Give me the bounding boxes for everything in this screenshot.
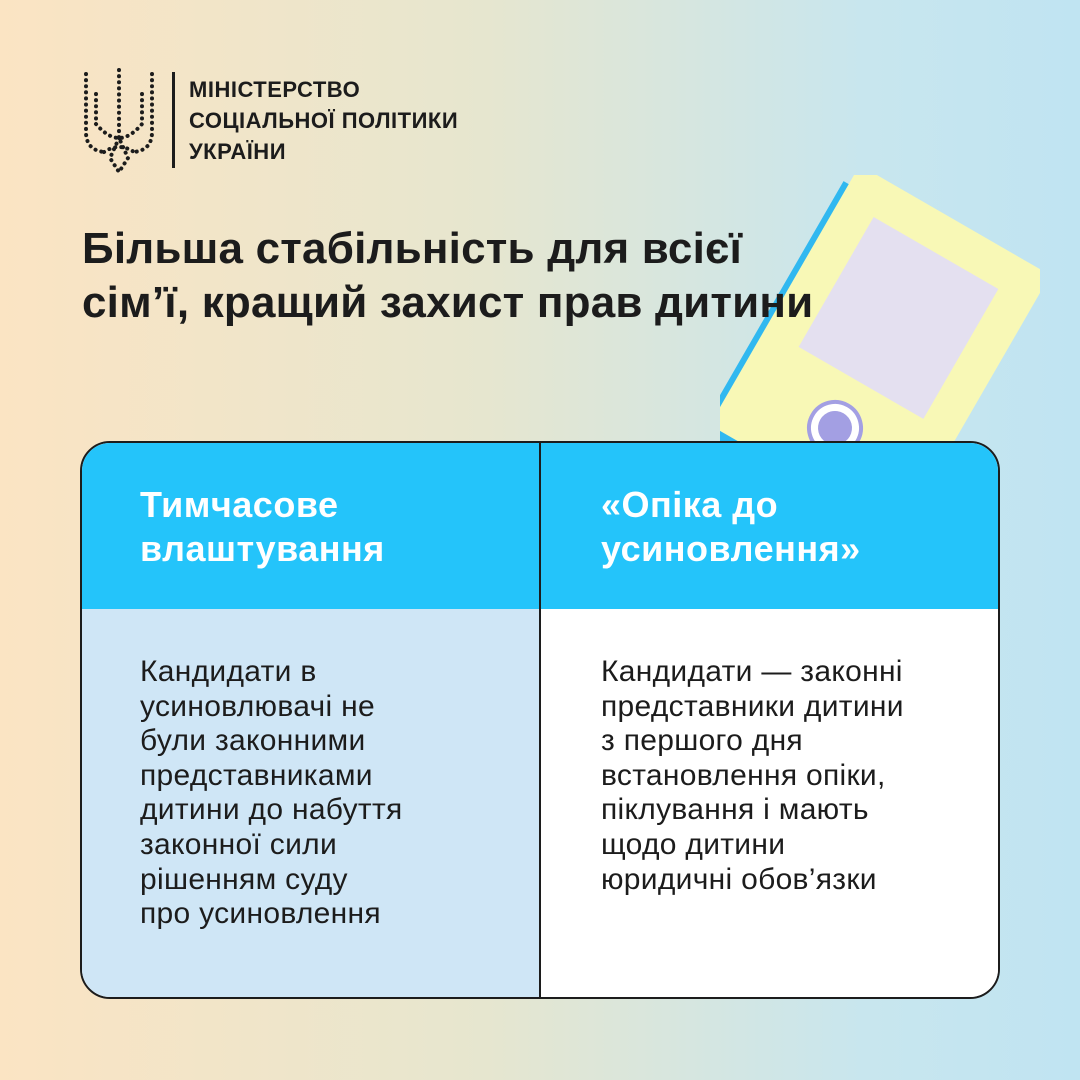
header-line: Тимчасове bbox=[140, 484, 339, 525]
ministry-name-line: УКРАЇНИ bbox=[189, 138, 287, 164]
body-line: юридичні обов’язки bbox=[601, 862, 877, 896]
ministry-brand bbox=[80, 64, 458, 176]
body-line: представники дитини bbox=[601, 689, 904, 723]
comparison-table bbox=[80, 441, 1000, 999]
body-line: щодо дитини bbox=[601, 827, 786, 861]
ministry-name bbox=[189, 74, 458, 167]
header-line: усиновлення» bbox=[601, 528, 861, 569]
ministry-name-line: МІНІСТЕРСТВО bbox=[189, 76, 361, 102]
column-body bbox=[82, 609, 539, 997]
column-header bbox=[82, 443, 539, 609]
body-line: піклування і мають bbox=[601, 793, 869, 827]
header-line: влаштування bbox=[140, 528, 385, 569]
header-line: «Опіка до bbox=[601, 484, 779, 525]
body-line: Кандидати в bbox=[140, 655, 317, 688]
title-line: Більша стабільність для всієї bbox=[82, 224, 743, 273]
column-header bbox=[541, 443, 998, 609]
column-guardianship-before-adoption bbox=[539, 443, 998, 997]
column-body bbox=[541, 609, 998, 997]
body-line: представниками bbox=[140, 758, 373, 792]
brand-divider bbox=[172, 72, 175, 168]
ministry-name-line: СОЦІАЛЬНОЇ ПОЛІТИКИ bbox=[189, 107, 459, 133]
body-line: законної сили bbox=[140, 827, 337, 861]
page-title bbox=[82, 222, 982, 330]
title-line: сім’ї, кращий захист прав дитини bbox=[82, 278, 814, 327]
body-line: були законними bbox=[140, 724, 366, 758]
column-temporary-placement bbox=[82, 443, 539, 997]
body-line: Кандидати — законні bbox=[601, 655, 903, 688]
body-line: рішенням суду bbox=[140, 862, 348, 896]
body-line: дитини до набуття bbox=[140, 793, 403, 827]
body-line: з першого дня bbox=[601, 724, 803, 758]
body-line: встановлення опіки, bbox=[601, 758, 886, 792]
body-line: про усиновлення bbox=[140, 897, 381, 931]
trident-icon bbox=[80, 64, 158, 176]
body-line: усиновлювачі не bbox=[140, 689, 375, 723]
